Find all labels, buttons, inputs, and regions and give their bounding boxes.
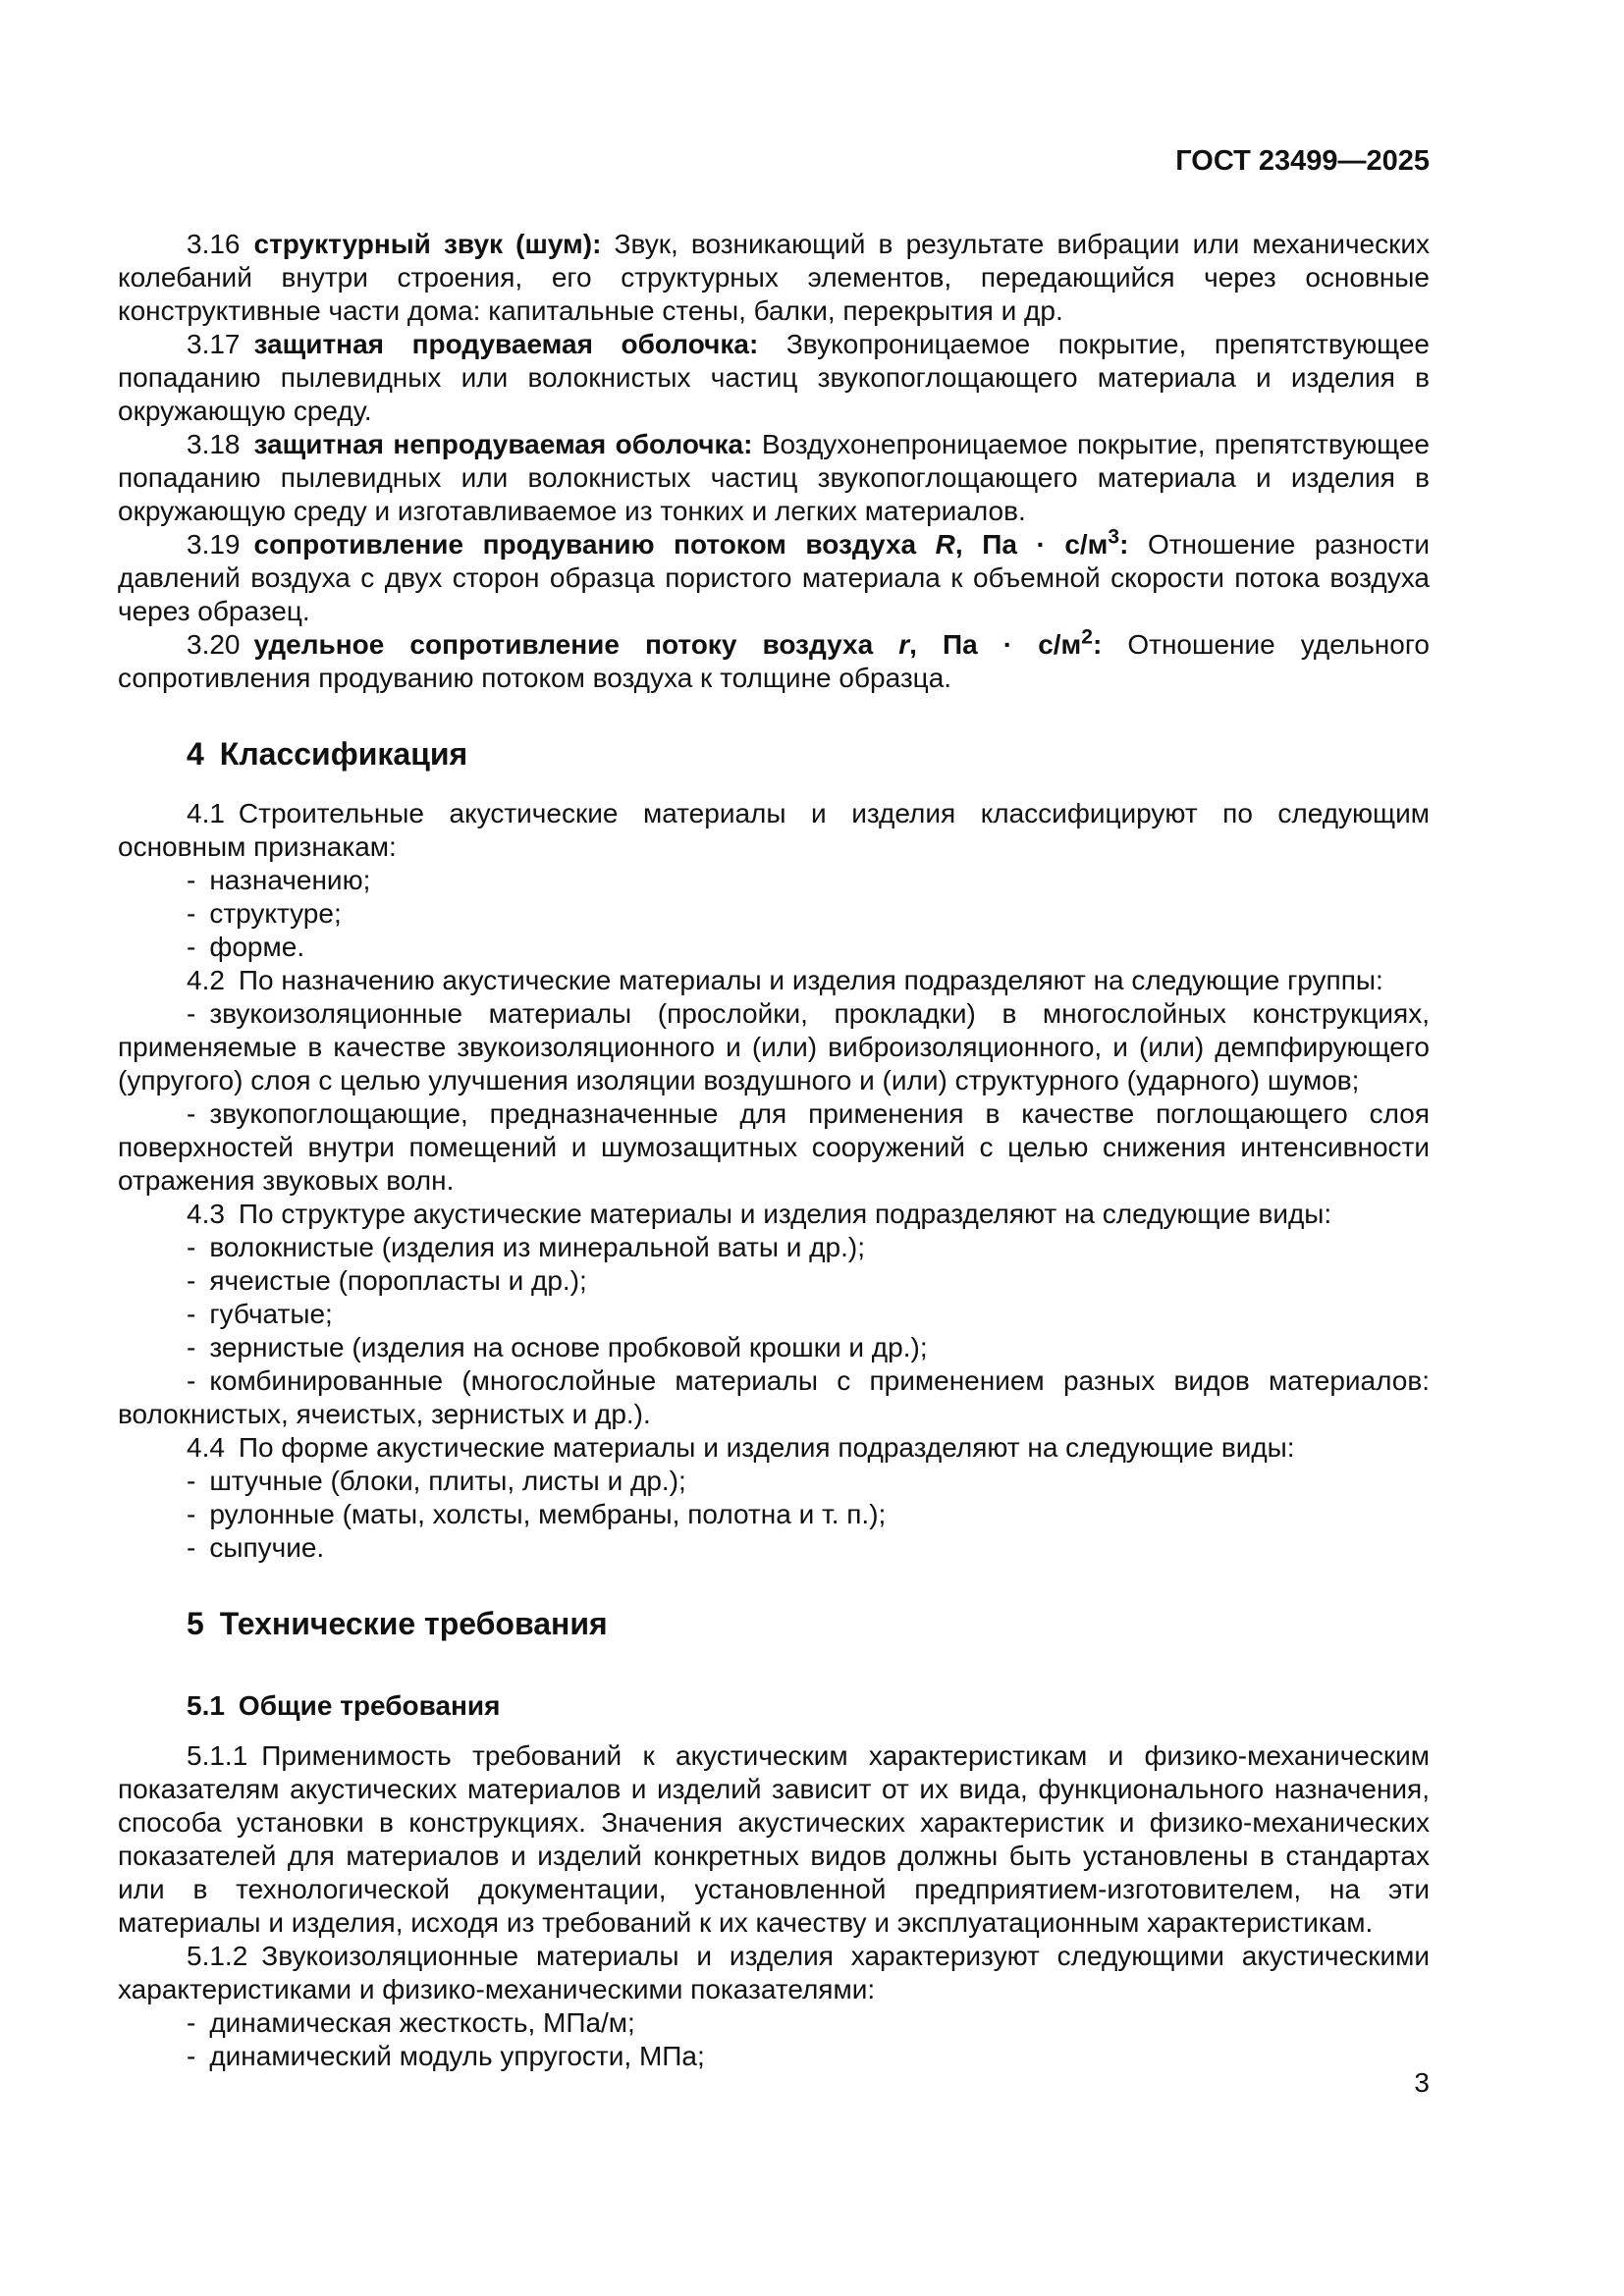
- text-run: сопротивление продуванию потоком воздуха: [253, 529, 936, 560]
- text-run: - штучные (блоки, плиты, листы и др.);: [187, 1466, 686, 1496]
- clause-3-16: [118, 228, 1430, 328]
- list-item: [118, 1331, 1430, 1364]
- list-item: [118, 931, 1430, 964]
- text-run: 3.18: [187, 429, 254, 459]
- text-run: - назначению;: [187, 865, 371, 895]
- clause-3-17: [118, 328, 1430, 428]
- list-item: [118, 997, 1430, 1097]
- text-run: r: [898, 629, 910, 660]
- text-run: , Па · с/м: [909, 629, 1082, 660]
- text-run: структурный звук (шум):: [253, 229, 602, 259]
- text-run: удельное сопротивление потоку воздуха: [253, 629, 899, 660]
- text-run: Отношение удельного сопротивления продуванию потоком воздуха к толщине образца.: [118, 629, 1430, 693]
- text-run: , Па · с/м: [954, 529, 1109, 560]
- list-item: [118, 2006, 1430, 2040]
- clause-3-18: [118, 428, 1430, 528]
- text-run: - ячеистые (поропласты и др.);: [187, 1265, 587, 1296]
- text-run: - сыпучие.: [187, 1532, 325, 1563]
- list-item: [118, 1264, 1430, 1298]
- section-4-heading: 4 Классификация: [187, 736, 468, 772]
- page-number: 3: [1414, 2067, 1430, 2098]
- text-run: 4.1 Строительные акустические материалы и изделия классифицируют по следующим основным признакам:: [118, 798, 1430, 862]
- clause-4-2: [118, 964, 1430, 997]
- text-run: Звукопроницаемое покрытие, препятствующее попаданию пылевидных или волокнистых частиц звукопоглощающего материала и изделия в окружающую среду.: [118, 329, 1430, 426]
- text-run: - губчатые;: [187, 1299, 333, 1329]
- list-item: [118, 1298, 1430, 1331]
- text-run: - форме.: [187, 932, 305, 962]
- text-run: :: [1092, 629, 1103, 660]
- clause-4-4: [118, 1431, 1430, 1465]
- text-run: 3.17: [187, 329, 254, 359]
- text-run: Отношение разности давлений воздуха с двух сторон образца пористого материала к объемной скорости потока воздуха через образец.: [118, 529, 1431, 626]
- clause-5-1-1: [118, 1739, 1430, 1940]
- clause-5-1-2: [118, 1940, 1430, 2006]
- text-run: защитная продуваемая оболочка:: [253, 329, 759, 359]
- text-run: 4.2 По назначению акустические материалы и изделия подразделяют на следующие группы:: [187, 965, 1383, 995]
- text-run: 3: [1108, 525, 1120, 549]
- text-run: - зернистые (изделия на основе пробковой крошки и др.);: [187, 1332, 928, 1362]
- list-item: [118, 1531, 1430, 1565]
- text-run: 4.4 По форме акустические материалы и изделия подразделяют на следующие виды:: [187, 1432, 1295, 1463]
- list-item: [118, 1097, 1430, 1198]
- clause-3-20: [118, 625, 1430, 695]
- text-run: Воздухонепроницаемое покрытие, препятствующее попаданию пылевидных или волокнистых частиц звукопоглощающего материала и изделия в окружающую среду и изготавливаемое из тонких и легких материалов.: [118, 429, 1430, 526]
- text-run: :: [1119, 529, 1129, 560]
- page-footer: [118, 2066, 1430, 2100]
- text-run: 5.1.1 Применимость требований к акустическим характеристикам и физико-механическим показателям акустических материалов и изделий зависит от их вида, функционального назначения, способа установки в конструкциях. Значения акустических характеристик и физико-механических показателей для материалов и изделий конкретных видов должны быть установлены в стандартах или в технологической документации, установленной предприятием-изготовителем, на эти материалы и изделия, исходя из требований к их качеству и эксплуатационным характеристикам.: [118, 1740, 1430, 1938]
- text-run: 4.3 По структуре акустические материалы и изделия подразделяют на следующие виды:: [187, 1199, 1332, 1229]
- doc-number: ГОСТ 23499—2025: [1175, 145, 1430, 177]
- text-run: - комбинированные (многослойные материалы с применением разных видов материалов: волокнистых, ячеистых, зернистых и др.).: [118, 1365, 1430, 1429]
- document-body: [118, 228, 1430, 2073]
- text-run: - рулонные (маты, холсты, мембраны, полотна и т. п.);: [187, 1499, 887, 1529]
- list-item: [118, 864, 1430, 897]
- text-run: 2: [1081, 625, 1093, 649]
- clause-5-1-heading: 5.1 Общие требования: [187, 1690, 501, 1721]
- page-header: [118, 144, 1430, 178]
- clause-4-1: [118, 797, 1430, 864]
- list-item: [118, 1465, 1430, 1498]
- text-run: 3.20: [187, 629, 254, 660]
- list-item: [118, 1498, 1430, 1531]
- text-run: - звукопоглощающие, предназначенные для применения в качестве поглощающего слоя поверхностей внутри помещений и шумозащитных сооружений с целью снижения интенсивности отражения звуковых волн.: [118, 1098, 1430, 1196]
- text-run: Звук, возникающий в результате вибрации или механических колебаний внутри строения, его структурных элементов, передающийся через основные конструктивные части дома: капитальные стены, балки, перекрытия и др.: [118, 229, 1430, 326]
- clause-4-3: [118, 1198, 1430, 1231]
- text-run: - звукоизоляционные материалы (прослойки, прокладки) в многослойных конструкциях, применяемые в качестве звукоизоляционного и (или) виброизоляционного, и (или) демпфирующего (упругого) слоя с целью улучшения изоляции воздушного и (или) структурного (ударного) шумов;: [118, 998, 1430, 1095]
- text-run: защитная непродуваемая оболочка:: [253, 429, 753, 459]
- list-item: [118, 897, 1430, 931]
- list-item: [118, 1231, 1430, 1264]
- text-run: - структуре;: [187, 898, 342, 929]
- text-run: 3.16: [187, 229, 254, 259]
- text-run: - динамический модуль упругости, МПа;: [187, 2041, 705, 2071]
- text-run: 3.19: [187, 529, 254, 560]
- section-5-heading: 5 Технические требования: [187, 1606, 608, 1641]
- text-run: - волокнистые (изделия из минеральной ваты и др.);: [187, 1232, 865, 1262]
- text-run: 5.1.2 Звукоизоляционные материалы и изделия характеризуют следующими акустическими характеристиками и физико-механическими показателями:: [118, 1941, 1430, 2004]
- text-run: - динамическая жесткость, МПа/м;: [187, 2007, 635, 2038]
- text-run: R: [935, 529, 955, 560]
- list-item: [118, 1364, 1430, 1431]
- clause-3-19: [118, 525, 1431, 628]
